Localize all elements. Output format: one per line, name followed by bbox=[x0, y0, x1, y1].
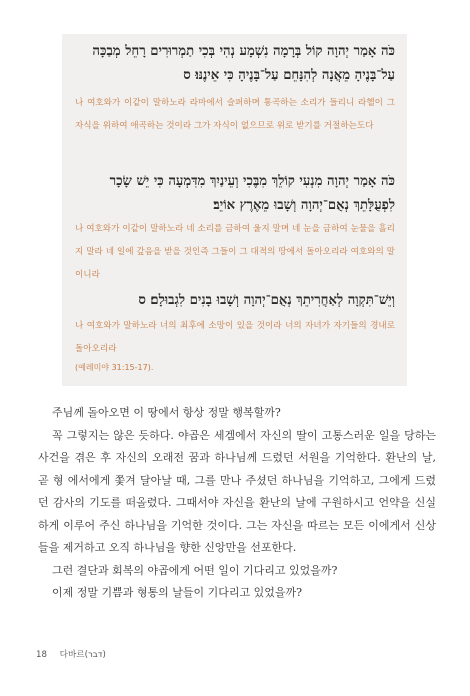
hebrew-line: כֹּה אָמַר יְהוָה מִנְעִי קוֹלֵךְ מִבֶּכִי וְעֵינַיִךְ מִדִּמְעָה כִּי יֵשׁ שָׂכָר bbox=[109, 174, 395, 189]
korean-translation: 나 여호와가 이같이 말하노라 네 소리를 금하여 울지 말며 네 눈을 금하여 눈물을 흘리지 말라 네 일에 갚음을 받을 것인즉 그들이 그 대적의 땅에서 돌아오리라 여호와의 말이니라 bbox=[75, 224, 395, 280]
hebrew-line: כֹּה אָמַר יְהוָה קוֹל בְּרָמָה נִשְׁמָע נְהִי בְּכִי תַמְרוּרִים רָחֵל מְבַכָּה bbox=[92, 44, 395, 59]
paragraph: 주님께 돌아오면 이 땅에서 항상 정말 행복할까? bbox=[52, 406, 281, 419]
verse-block-2 bbox=[75, 170, 395, 287]
paragraph: 그런 결단과 회복의 야곱에게 어떤 일이 기다리고 있었을까? bbox=[52, 563, 338, 577]
hebrew-line: וְיֵשׁ־תִּקְוָה לְאַחֲרִיתֵךְ נְאֻם־יְהוָה וְשָׁבוּ בָנִים לִגְבוּלָם׃ ס bbox=[138, 293, 395, 308]
korean-translation: 나 여호와가 이같이 말하노라 라마에서 슬퍼하며 통곡하는 소리가 들리니 라헬이 그 자식을 위하여 애곡하는 것이라 그가 자식이 없으므로 위로 받기를 거절하는도다 bbox=[75, 98, 395, 131]
page-footer bbox=[36, 648, 106, 660]
paragraph: 꼭 그렇지는 않은 듯하다. 야곱은 세겜에서 자신의 딸이 고통스러운 일을 당하는 사건을 겪은 후 자신의 오래전 꿈과 하나님께 드렸던 서원을 기억한다. 환난의 날, 곧 형 에서에게 쫓겨 달아날 때, 그를 만나 주셨던 하나님을 기억하고, 그에게 드렸던 감사의 기도를 떠올렸다. 그때서야 자신을 환난의 날에 구원하시고 언약을 신실하게 이루어 주신 하나님을 기억한 것이다. 그는 자신을 따르는 모든 이에게서 신상들을 제거하고 오직 하나님을 향한 신앙만을 선포한다. bbox=[38, 428, 436, 554]
verse-block-1 bbox=[75, 40, 395, 138]
verse-block-3 bbox=[75, 289, 395, 361]
korean-translation: 나 여호와가 말하노라 너의 최후에 소망이 있을 것이라 너의 자녀가 자기들의 경내로 돌아오리라 bbox=[75, 321, 395, 354]
hebrew-line: עַל־בָּנֶיהָ מֵאֲנָה לְהִנָּחֵם עַל־בָּנֶיהָ כִּי אֵינֶנּוּ׃ ס bbox=[183, 68, 395, 83]
body-text bbox=[38, 402, 436, 605]
scripture-reference: (예레미야 31:15-17). bbox=[75, 363, 154, 372]
page-number: 18 bbox=[36, 650, 47, 660]
paragraph: 이제 정말 기쁨과 형통의 날들이 기다리고 있었을까? bbox=[52, 586, 303, 599]
book-title: 다바르(דבר) bbox=[59, 650, 106, 660]
hebrew-line: לִפְעֻלָּתֵךְ נְאֻם־יְהוָה וְשָׁבוּ מֵאֶרֶץ אוֹיֵב׃ bbox=[213, 198, 395, 213]
